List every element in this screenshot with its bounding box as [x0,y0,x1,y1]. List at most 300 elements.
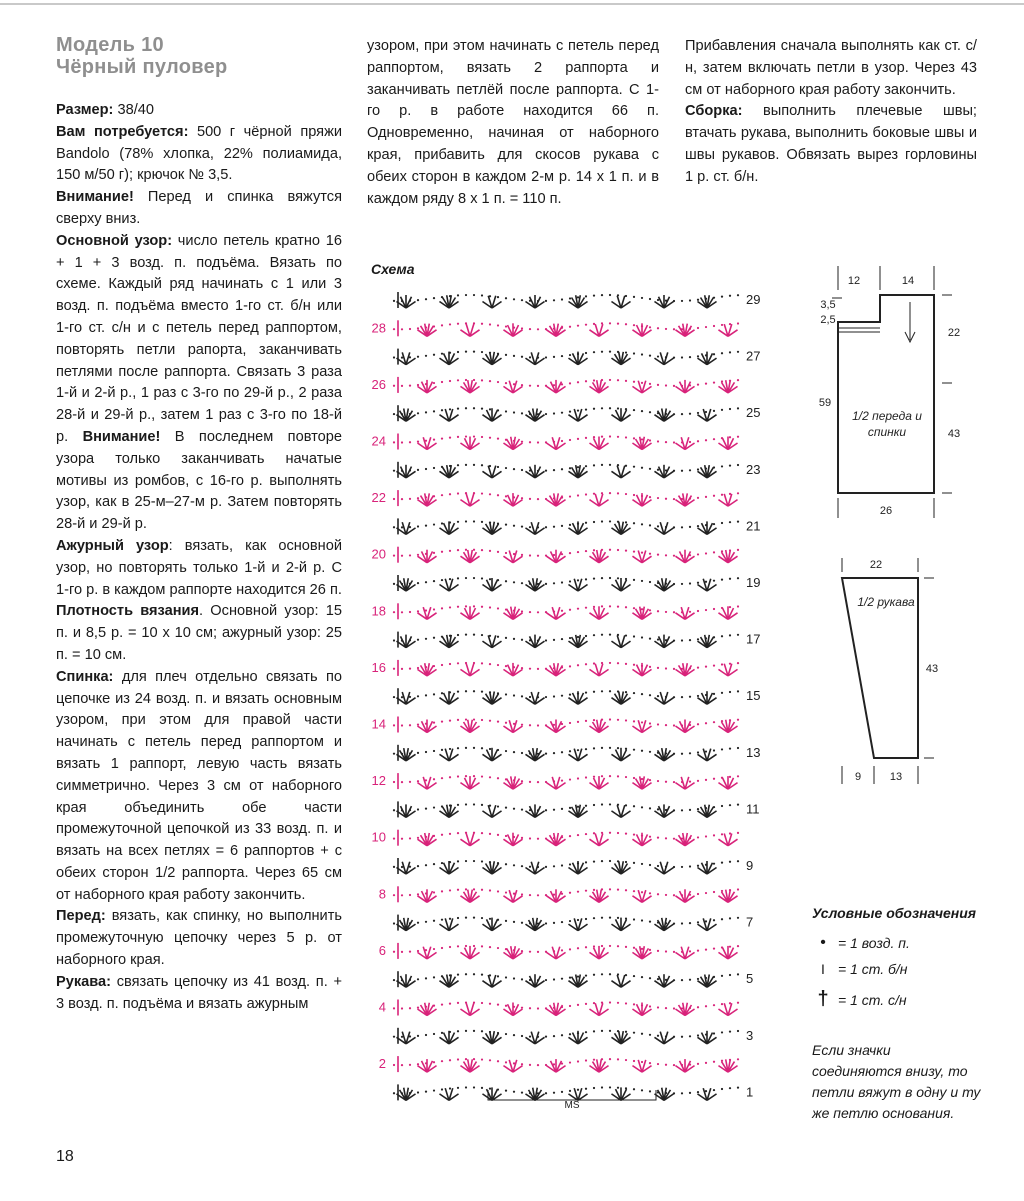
chain-dot [393,837,395,839]
chain-dot [617,889,619,891]
chain-dot [713,1089,715,1091]
chain-dot [609,407,611,409]
stitch-fan [525,578,544,591]
chain-dot [705,892,707,894]
chain-dot [401,894,403,896]
chain-dot [433,382,435,384]
chain-dot [449,946,451,948]
chain-dot [617,719,619,721]
chain-dot [465,747,467,749]
chain-dot [705,779,707,781]
stitch-fan [589,550,608,563]
chain-dot [473,917,475,919]
stitch-fan [460,494,479,506]
chain-dot [633,522,635,524]
chain-dot [657,808,659,810]
chain-dot [593,351,595,353]
stitch-fan [589,437,608,450]
chain-dot [441,494,443,496]
chain-dot [625,833,627,835]
chain-dot [673,724,675,726]
chain-dot [585,918,587,920]
chain-dot [553,639,555,641]
attention-label: Внимание! [56,189,134,206]
chain-dot [497,947,499,949]
chain-dot [393,696,395,698]
chain-dot [505,524,507,526]
stitch-fan [632,493,651,506]
chain-dot [625,493,627,495]
chain-dot [561,610,563,612]
chain-dot [497,551,499,553]
chain-dot [721,465,723,467]
chain-dot [729,691,731,693]
stitch-fan [654,295,673,308]
chain-dot [689,611,691,613]
chain-dot [561,921,563,923]
row-number-left: 20 [371,546,386,562]
chain-dot [705,949,707,951]
stitch-fan [654,522,673,534]
chain-dot [393,413,395,415]
chain-dot [449,889,451,891]
chain-dot [569,411,571,413]
chain-dot [521,356,523,358]
size-para [56,100,342,122]
chain-dot [737,577,739,579]
chain-dot [697,893,699,895]
chain-dot [505,325,507,327]
row-number-right: 5 [746,971,754,987]
chain-dot [393,1007,395,1009]
legend-item-sc [816,961,908,977]
chain-dot [481,1087,483,1089]
chain-dot [553,582,555,584]
chain-dot [481,1058,483,1060]
chain-dot [713,834,715,836]
crochet-chart [366,278,778,1118]
chain-dot [497,607,499,609]
chain-dot [505,410,507,412]
gauge-value: . Основной узор: 15 п. и 8,5 р. = 10 х 10 см; ажурный узор: 25 п. = 10 см. [56,603,342,663]
chain-dot [457,464,459,466]
chain-dot [577,749,579,751]
main-pattern-label: Основной узор: [56,232,173,249]
stitch-fan [417,380,436,393]
stitch-fan [654,748,673,761]
stitch-fan [396,918,415,931]
chain-dot [497,296,499,298]
chain-dot [641,750,643,752]
chain-dot [657,1063,659,1065]
chain-dot [577,1060,579,1062]
stitch-fan [675,889,694,902]
chain-dot [529,668,531,670]
chain-dot [425,355,427,357]
main-attention-label: Внимание! [68,428,161,445]
chain-dot [729,861,731,863]
stitch-fan [546,437,565,449]
chain-dot [657,638,659,640]
chain-dot [649,383,651,385]
sleeve-dim-top: 22 [869,559,883,571]
stitch-fan [675,947,694,959]
chain-dot [585,380,587,382]
chain-dot [457,747,459,749]
chain-dot [449,550,451,552]
chain-dot [457,775,459,777]
chain-dot [697,468,699,470]
chain-dot [721,324,723,326]
chain-dot [737,1002,739,1004]
chain-dot [577,664,579,666]
chain-dot [665,1064,667,1066]
right-column [685,36,977,189]
chain-dot [657,865,659,867]
chain-dot [657,355,659,357]
chain-dot [641,438,643,440]
chain-dot [529,554,531,556]
chain-dot [625,861,627,863]
chain-dot [425,808,427,810]
chain-dot [585,890,587,892]
chain-dot [577,947,579,949]
chain-dot [737,1058,739,1060]
chain-dot [737,719,739,721]
legend-dc-text: = 1 ст. с/н [838,991,907,1008]
stitch-fan [525,974,544,987]
main-pattern-value: число петель кратно 16 + 1 + 3 возд. п. подъёма. Вязать по схеме. Каждый ряд начинать с 1 или 3 возд. п. подъёма вместо 1-го ст. б/н или 1-го ст. с/н и с петель перед раппортом, повторять петли рапорта, заканчивать петлями после раппорта. Связать 3 раза 1-й и 2-й р., 1 раз с 3-го по 29-й р., 2 раза 28-й и 29-й р., затем 1 раз с 3-го по 18-й р. [56,232,342,445]
chain-dot [681,583,683,585]
chain-dot [529,951,531,953]
chain-dot [577,579,579,581]
chain-dot [689,582,691,584]
row-number-left: 14 [371,716,386,732]
chain-dot [569,637,571,639]
chain-dot [529,356,531,358]
chain-dot [593,974,595,976]
chain-dot [481,775,483,777]
chain-dot [529,866,531,868]
stitch-fan [525,352,544,364]
chain-dot [697,327,699,329]
chain-dot [625,606,627,608]
chain-dot [577,409,579,411]
chain-dot [657,978,659,980]
chain-dot [569,439,571,441]
stitch-fan [589,664,608,676]
chain-dot [593,747,595,749]
chain-dot [521,299,523,301]
chain-dot [609,917,611,919]
chain-dot [625,691,627,693]
chain-dot [625,1002,627,1004]
chain-dot [657,667,659,669]
stitch-fan [589,324,608,336]
stitch-fan [589,776,608,789]
chain-dot [545,413,547,415]
chain-dot [713,381,715,383]
chain-dot [561,949,563,951]
chain-dot [529,1035,531,1037]
chain-dot [481,1002,483,1004]
chain-dot [609,1058,611,1060]
stitch-fan [589,1003,608,1015]
ms-label: MS [564,1100,580,1111]
chain-dot [585,720,587,722]
chain-dot [529,724,531,726]
chain-dot [721,1031,723,1033]
chain-dot [393,498,395,500]
stitch-fan [546,1059,565,1072]
stitch-fan [460,664,479,676]
stitch-fan [568,352,587,365]
chain-dot [585,465,587,467]
chain-dot [449,380,451,382]
chain-dot [713,551,715,553]
chain-dot [473,803,475,805]
chain-dot [705,1005,707,1007]
chain-dot [481,719,483,721]
chain-dot [441,834,443,836]
chain-dot [449,748,451,750]
chain-dot [465,1058,467,1060]
row-number-right: 21 [746,518,761,534]
chain-dot [689,780,691,782]
stitch-fan [654,635,673,648]
row-number-right: 3 [746,1027,754,1043]
chain-dot [489,1059,491,1061]
chain-dot [673,838,675,840]
chain-dot [561,355,563,357]
chain-dot [705,750,707,752]
stitch-fan [675,493,694,506]
chain-dot [481,464,483,466]
chain-dot [465,407,467,409]
stitch-fan [460,776,479,789]
chain-dot [433,806,435,808]
chain-dot [505,665,507,667]
chain-dot [561,581,563,583]
sleeve-dim-right: 43 [925,663,939,675]
chain-dot [641,467,643,469]
chain-dot [681,979,683,981]
chain-dot [457,577,459,579]
chain-dot [585,663,587,665]
stitch-fan [675,1059,694,1072]
chain-dot [561,525,563,527]
chain-dot [713,1004,715,1006]
chain-dot [729,521,731,523]
chain-dot [465,351,467,353]
chain-dot [665,724,667,726]
chain-dot [609,973,611,975]
stitch-fan [675,1003,694,1016]
chain-dot [481,634,483,636]
chain-dot [481,917,483,919]
row-number-left: 24 [371,433,386,449]
chain-dot [489,720,491,722]
chain-dot [393,724,395,726]
chain-dot [585,833,587,835]
chain-dot [681,922,683,924]
chain-dot [401,668,403,670]
chain-dot [417,497,419,499]
chain-dot [529,328,531,330]
chain-dot [513,468,515,470]
stitch-fan [675,720,694,733]
stitch-fan [525,748,544,761]
chain-dot [481,691,483,693]
chain-dot [569,835,571,837]
chain-dot [521,695,523,697]
chain-dot [465,888,467,890]
chain-dot [713,523,715,525]
chain-dot [529,781,531,783]
chain-dot [473,775,475,777]
chain-dot [657,327,659,329]
chain-dot [521,1091,523,1093]
stitch-fan [460,1003,479,1015]
chain-dot [633,692,635,694]
chain-dot [561,412,563,414]
chain-dot [489,550,491,552]
chain-dot [433,976,435,978]
chain-dot [737,1030,739,1032]
chain-dot [505,467,507,469]
chain-dot [433,608,435,610]
chain-dot [433,297,435,299]
chain-dot [577,551,579,553]
chain-dot [721,805,723,807]
chain-dot [609,322,611,324]
chain-dot [721,352,723,354]
chain-dot [585,408,587,410]
chain-dot [657,1035,659,1037]
chain-dot [585,437,587,439]
row-number-right: 1 [746,1084,754,1100]
chain-dot [489,748,491,750]
chain-dot [425,581,427,583]
chain-dot [609,549,611,551]
chain-dot [513,581,515,583]
chain-dot [505,722,507,724]
chain-dot [625,719,627,721]
stitch-fan [460,946,479,959]
chain-dot [713,664,715,666]
chain-dot [441,381,443,383]
chain-dot [705,666,707,668]
chain-dot [489,1087,491,1089]
chain-dot [649,779,651,781]
stitch-fan [396,748,415,761]
stitch-fan [654,692,673,704]
sleeve-dim-bottom-a: 9 [854,771,862,783]
chain-dot [537,894,539,896]
chain-dot [553,526,555,528]
stitch-fan [589,606,608,619]
stitch-fan [632,1003,651,1016]
stitch-fan [589,494,608,506]
chain-dot [417,808,419,810]
chain-dot [401,781,403,783]
chain-dot [721,862,723,864]
chain-dot [633,324,635,326]
chain-dot [609,464,611,466]
chain-dot [649,298,651,300]
chain-dot [409,894,411,896]
chain-dot [641,1061,643,1063]
chain-dot [481,351,483,353]
chain-dot [577,438,579,440]
chain-dot [457,1058,459,1060]
chain-dot [497,1004,499,1006]
chain-dot [681,866,683,868]
chain-dot [393,583,395,585]
chain-dot [617,1058,619,1060]
chain-dot [425,525,427,527]
dim-v1: 3,5 [820,299,836,311]
chain-dot [505,495,507,497]
gauge-label: Плотность вязания [56,603,200,620]
chain-dot [457,351,459,353]
chain-dot [473,888,475,890]
chain-dot [665,837,667,839]
chain-dot [609,662,611,664]
chain-dot [705,581,707,583]
stitch-fan [611,522,630,535]
chain-dot [617,775,619,777]
stitch-fan [525,635,544,648]
chain-dot [569,580,571,582]
chain-dot [449,1059,451,1061]
chain-dot [657,497,659,499]
chain-dot [593,521,595,523]
main-attention-value: В последнем повторе узора только заканчивать начатые мотивы из ромбов, с 16-го р. выполнять узор, как в 25-м–27-м р. Затем повторять 28-й и 29-й р. [56,428,342,533]
chain-dot [585,493,587,495]
chain-dot [657,695,659,697]
chain-dot [481,945,483,947]
row-number-right: 25 [746,405,761,421]
stitch-fan [503,833,522,846]
chain-dot [569,807,571,809]
chain-dot [401,441,403,443]
chain-dot [697,355,699,357]
chain-dot [513,977,515,979]
chain-dot [697,751,699,753]
chain-dot [401,385,403,387]
chain-dot [601,945,603,947]
chain-dot [721,579,723,581]
chain-dot [737,407,739,409]
chain-dot [393,470,395,472]
chain-dot [497,438,499,440]
stitch-fan [503,437,522,450]
chain-dot [417,837,419,839]
chain-dot [673,555,675,557]
chain-dot [441,890,443,892]
chain-dot [641,636,643,638]
chain-dot [569,722,571,724]
chain-dot [505,920,507,922]
stitch-fan [525,1088,544,1101]
chain-dot [569,1033,571,1035]
sleeve-dim-bottom-b: 13 [889,771,903,783]
chain-dot [521,922,523,924]
chain-dot [713,1061,715,1063]
chain-dot [609,1030,611,1032]
chain-dot [593,577,595,579]
